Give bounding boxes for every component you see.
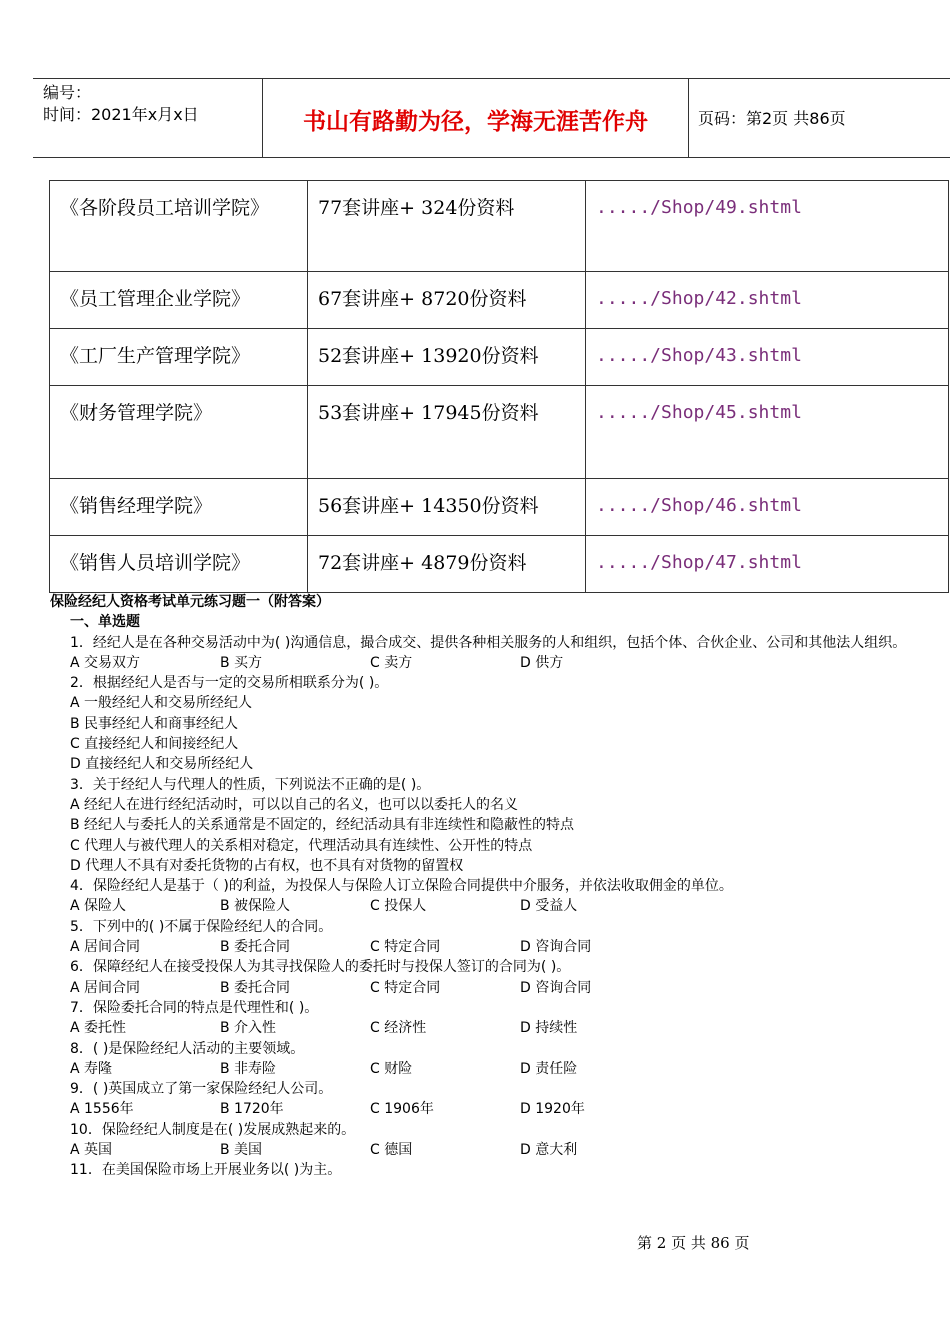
option-d: D 咨询合同: [520, 939, 592, 956]
option-d: D 意大利: [520, 1142, 578, 1159]
section-heading: 一、单选题: [70, 614, 140, 631]
header-number: 编号：: [43, 83, 92, 102]
option-c: C 直接经纪人和间接经纪人: [70, 736, 239, 753]
option-b: B 非寿险: [220, 1060, 277, 1077]
option-a: A 英国: [70, 1142, 113, 1159]
resource-link[interactable]: ...../Shop/43.shtml: [586, 329, 949, 386]
option-a: A 委托性: [70, 1020, 127, 1037]
resource-row: [50, 272, 949, 329]
option-a: A 经纪人在进行经纪活动时，可以以自己的名义，也可以以委托人的名义: [70, 796, 519, 813]
option-c: C 特定合同: [370, 979, 441, 996]
option-row: [50, 1059, 920, 1079]
option-b: B 经纪人与委托人的关系通常是不固定的，经纪活动具有非连续性和隐蔽性的特点: [70, 817, 575, 834]
question-text: 9．( )英国成立了第一家保险经纪人公司。: [70, 1081, 333, 1098]
resource-table: [49, 180, 949, 593]
option-a: A 交易双方: [70, 654, 141, 671]
question-text: 5．下列中的( )不属于保险经纪人的合同。: [70, 918, 333, 935]
option-b: B 1720年: [220, 1101, 284, 1118]
option-b: B 介入性: [220, 1020, 277, 1037]
resource-link[interactable]: ...../Shop/46.shtml: [586, 479, 949, 536]
option-b: B 委托合同: [220, 979, 291, 996]
resource-row: [50, 181, 949, 272]
option-row: [50, 1099, 920, 1119]
resource-count: 53套讲座+ 17945份资料: [308, 386, 586, 479]
option-c: C 代理人与被代理人的关系相对稳定，代理活动具有连续性、公开性的特点: [70, 837, 533, 854]
resource-name: 《销售人员培训学院》: [50, 536, 308, 593]
resource-name: 《工厂生产管理学院》: [50, 329, 308, 386]
header-page-info: 页码：第2页 共86页: [698, 109, 846, 128]
option-a: A 居间合同: [70, 939, 141, 956]
resource-name: 《各阶段员工培训学院》: [50, 181, 308, 272]
resource-link[interactable]: ...../Shop/45.shtml: [586, 386, 949, 479]
option-c: C 经济性: [370, 1020, 427, 1037]
header-date: 时间：2021年x月x日: [43, 105, 199, 124]
question-text: 10．保险经纪人制度是在( )发展成熟起来的。: [70, 1121, 356, 1138]
resource-row: [50, 479, 949, 536]
option-b: B 被保险人: [220, 898, 291, 915]
option-c: C 卖方: [370, 654, 413, 671]
option-d: D 咨询合同: [520, 979, 592, 996]
question-text: 6．保障经纪人在接受投保人为其寻找保险人的委托时与投保人签订的合同为( )。: [70, 959, 571, 976]
page-header: [33, 78, 950, 158]
question-text: 3．关于经纪人与代理人的性质，下列说法不正确的是( )。: [70, 776, 431, 793]
resource-row: [50, 329, 949, 386]
option-c: C 德国: [370, 1142, 413, 1159]
question-text: 4．保险经纪人是基于（ )的利益，为投保人与保险人订立保险合同提供中介服务，并依法收取佣金的单位。: [70, 878, 733, 895]
exam-content: [50, 592, 920, 1181]
option-b: B 买方: [220, 654, 263, 671]
question-text: 2．根据经纪人是否与一定的交易所相联系分为( )。: [70, 675, 389, 692]
resource-count: 67套讲座+ 8720份资料: [308, 272, 586, 329]
resource-name: 《员工管理企业学院》: [50, 272, 308, 329]
question-text: 8．( )是保险经纪人活动的主要领域。: [70, 1040, 305, 1057]
exam-title: 保险经纪人资格考试单元练习题一（附答案）: [50, 594, 330, 610]
option-b: B 委托合同: [220, 939, 291, 956]
question-text: 7．保险委托合同的特点是代理性和( )。: [70, 999, 319, 1016]
option-row: [50, 896, 920, 916]
resource-count: 56套讲座+ 14350份资料: [308, 479, 586, 536]
resource-count: 77套讲座+ 324份资料: [308, 181, 586, 272]
option-a: A 1556年: [70, 1101, 134, 1118]
option-b: B 民事经纪人和商事经纪人: [70, 715, 239, 732]
resource-name: 《销售经理学院》: [50, 479, 308, 536]
option-a: A 寿隆: [70, 1060, 113, 1077]
option-d: D 持续性: [520, 1020, 578, 1037]
option-row: [50, 1018, 920, 1038]
header-divider: [688, 79, 689, 157]
resource-link[interactable]: ...../Shop/49.shtml: [586, 181, 949, 272]
resource-link[interactable]: ...../Shop/47.shtml: [586, 536, 949, 593]
option-c: C 财险: [370, 1060, 413, 1077]
option-row: [50, 978, 920, 998]
option-b: B 美国: [220, 1142, 263, 1159]
option-d: D 供方: [520, 654, 564, 671]
option-row: [50, 653, 920, 673]
option-d: D 代理人不具有对委托货物的占有权，也不具有对货物的留置权: [70, 857, 464, 874]
resource-row: [50, 386, 949, 479]
option-d: D 直接经纪人和交易所经纪人: [70, 756, 254, 773]
question-list: [50, 633, 920, 1181]
header-motto: 书山有路勤为径，学海无涯苦作舟: [303, 108, 648, 135]
option-a: A 居间合同: [70, 979, 141, 996]
option-row: [50, 937, 920, 957]
option-row: [50, 1140, 920, 1160]
page-footer: 第 2 页 共 86 页: [637, 1234, 750, 1252]
option-c: C 1906年: [370, 1101, 434, 1118]
option-d: D 责任险: [520, 1060, 578, 1077]
option-d: D 受益人: [520, 898, 578, 915]
option-c: C 特定合同: [370, 939, 441, 956]
header-meta: [43, 82, 199, 126]
option-a: A 一般经纪人和交易所经纪人: [70, 695, 253, 712]
option-d: D 1920年: [520, 1101, 585, 1118]
resource-count: 52套讲座+ 13920份资料: [308, 329, 586, 386]
resource-row: [50, 536, 949, 593]
question-text: 11．在美国保险市场上开展业务以( )为主。: [70, 1162, 342, 1179]
resource-link[interactable]: ...../Shop/42.shtml: [586, 272, 949, 329]
resource-count: 72套讲座+ 4879份资料: [308, 536, 586, 593]
resource-name: 《财务管理学院》: [50, 386, 308, 479]
option-a: A 保险人: [70, 898, 127, 915]
question-text: 1．经纪人是在各种交易活动中为( )沟通信息，撮合成交、提供各种相关服务的人和组织，包括个体、合伙企业、公司和其他法人组织。: [70, 634, 907, 651]
option-c: C 投保人: [370, 898, 427, 915]
